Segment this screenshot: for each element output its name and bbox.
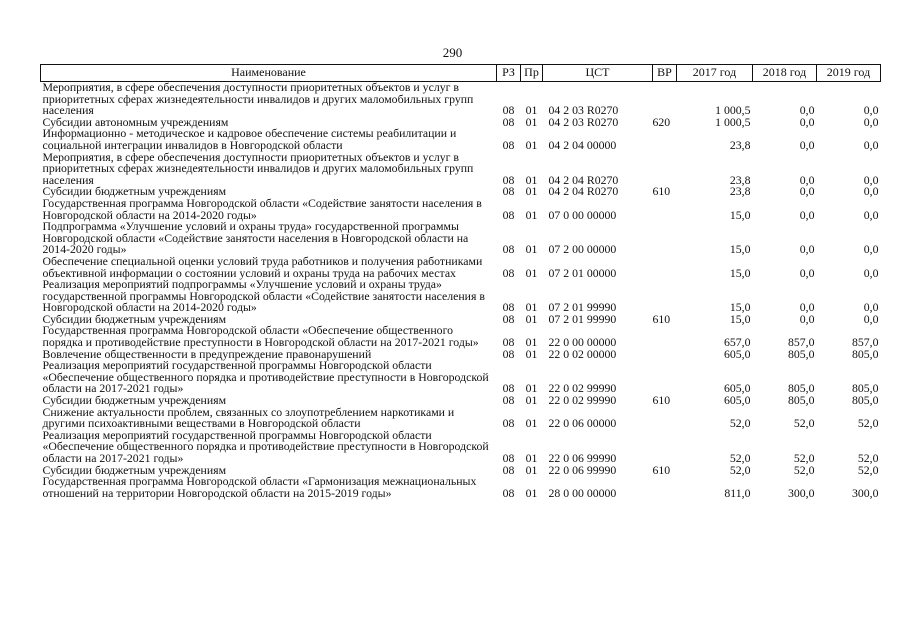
row-2019-value: 0,0	[863, 137, 879, 152]
row-rz-cell: 08	[502, 451, 515, 465]
row-vr-cell	[653, 198, 677, 221]
column-header-rz: РЗ	[497, 65, 521, 82]
row-pr-cell: 01	[525, 300, 538, 315]
row-2018-value: 300,0	[787, 485, 815, 500]
row-2018-value: 805,0	[787, 393, 815, 408]
table-header	[41, 65, 881, 82]
row-pr-cell: 01	[525, 346, 538, 361]
row-rz-cell: 08	[502, 137, 515, 152]
row-vr-cell	[653, 82, 677, 117]
row-2019-value: 0,0	[863, 184, 879, 199]
row-pr-cell: 01	[525, 451, 538, 465]
row-cst-cell: 04 2 04 00000	[548, 137, 617, 152]
row-name-cell: Информационно - методическое и кадровое обеспечение системы реабилитации и социальной интеграции инвалидов в Новгородской области	[42, 126, 457, 152]
row-pr-cell: 01	[525, 242, 538, 257]
row-cst-cell: 22 0 02 99990	[548, 381, 617, 396]
row-2019-value: 0,0	[863, 207, 879, 222]
row-pr-cell: 01	[525, 207, 538, 222]
row-pr-cell: 01	[525, 184, 538, 199]
row-2017-value: 605,0	[723, 393, 751, 408]
table-row	[41, 256, 881, 279]
row-2017-value: 1 000,5	[715, 103, 751, 118]
row-2018-value: 0,0	[799, 172, 815, 187]
column-header-pr: Пр	[521, 65, 543, 82]
row-vr-cell	[653, 221, 677, 256]
row-vr-cell	[653, 360, 677, 395]
row-2017-value: 52,0	[729, 462, 751, 477]
row-2017-value: 811,0	[724, 485, 751, 500]
row-2017-value: 23,8	[729, 172, 751, 187]
row-vr-cell: 610	[652, 311, 671, 326]
row-2019-value: 52,0	[857, 416, 879, 431]
row-cst-cell: 07 2 00 00000	[548, 242, 617, 257]
row-2019-value: 52,0	[857, 462, 879, 477]
row-vr-cell: 610	[652, 184, 671, 199]
row-2019-value: 0,0	[863, 311, 879, 326]
row-2018-value: 0,0	[799, 311, 815, 326]
row-rz-cell: 08	[502, 265, 515, 280]
row-2019-value: 52,0	[857, 451, 879, 465]
row-rz-cell: 08	[502, 103, 515, 118]
row-pr-cell: 01	[525, 114, 538, 129]
row-pr-cell: 01	[525, 265, 538, 280]
row-2019-value: 805,0	[851, 393, 879, 408]
row-2017-value: 605,0	[723, 346, 751, 361]
row-2019-value: 805,0	[851, 381, 879, 396]
row-vr-cell	[653, 325, 677, 348]
row-rz-cell: 08	[502, 172, 515, 187]
table-body	[41, 82, 881, 500]
row-2018-value: 0,0	[799, 242, 815, 257]
row-vr-cell	[653, 256, 677, 279]
row-vr-cell: 620	[652, 114, 671, 129]
row-cst-cell: 04 2 04 R0270	[548, 172, 619, 187]
row-2019-value: 0,0	[863, 172, 879, 187]
row-2017-value: 23,8	[729, 184, 751, 199]
row-name-cell: Мероприятия, в сфере обеспечения доступности приоритетных объектов и услуг в приоритетных сферах жизнедеятельности инвалидов и других маломобильных групп населения	[42, 80, 474, 118]
table-row	[41, 360, 881, 395]
row-name-cell: Реализация мероприятий подпрограммы «Улучшение условий и охраны труда» государственной программы Новгородской области «Содействие занятости населения в Новгородской области на 2014-2020 годы»	[42, 277, 485, 315]
row-2019-value: 0,0	[863, 242, 879, 257]
column-header-2019: 2019 год	[817, 65, 881, 82]
row-name-cell: Государственная программа Новгородской области «Содействие занятости населения в Новгородской области на 2014-2020 годы»	[42, 195, 482, 222]
row-2018-value: 805,0	[787, 346, 815, 361]
row-cst-cell: 22 0 02 99990	[548, 393, 617, 408]
row-2018-value: 52,0	[793, 462, 815, 477]
row-2018-value: 52,0	[793, 451, 815, 465]
row-name-cell: Государственная программа Новгородской области «Гармонизация межнациональных отношений на территории Новгородской области на 2015-2019 годы»	[42, 474, 477, 500]
row-cst-cell: 22 0 02 00000	[548, 346, 617, 361]
row-pr-cell: 01	[525, 393, 538, 408]
row-cst-cell: 22 0 06 99990	[548, 451, 617, 465]
row-cst-cell: 28 0 00 00000	[548, 485, 617, 500]
row-2018-value: 0,0	[799, 300, 815, 315]
row-pr-cell: 01	[525, 137, 538, 152]
row-rz-cell: 08	[502, 184, 515, 199]
row-2018-value: 805,0	[787, 381, 815, 396]
row-2019-value: 300,0	[851, 485, 879, 500]
row-rz-cell: 08	[502, 485, 515, 500]
row-cst-cell: 07 2 01 99990	[548, 300, 617, 315]
row-2018-value: 0,0	[799, 137, 815, 152]
table-row	[41, 476, 881, 499]
row-2017-value: 15,0	[729, 242, 751, 257]
row-2019-value: 0,0	[863, 114, 879, 129]
column-header-name: Наименование	[41, 65, 497, 82]
row-2018-value: 0,0	[799, 265, 815, 280]
column-header-2018: 2018 год	[753, 65, 817, 82]
row-pr-cell: 01	[525, 335, 538, 350]
row-vr-cell	[653, 407, 677, 430]
row-pr-cell: 01	[525, 485, 538, 500]
row-name-cell: Реализация мероприятий государственной программы Новгородской области «Обеспечение общественного порядка и противодействие преступности в Новгородской области на 2017-2021 годы»	[42, 427, 489, 465]
table-row	[41, 82, 881, 117]
table-row	[41, 279, 881, 314]
row-2018-value: 0,0	[799, 207, 815, 222]
row-2017-value: 1 000,5	[715, 114, 751, 129]
row-pr-cell: 01	[525, 172, 538, 187]
table-row	[41, 325, 881, 348]
row-name-cell: Субсидии автономным учреждениям	[42, 114, 229, 129]
row-2018-value: 857,0	[787, 335, 815, 350]
row-2017-value: 605,0	[723, 381, 751, 396]
row-name-cell: Обеспечение специальной оценки условий труда работников и получения работниками объективной информации о состоянии условий и охраны труда на рабочих местах	[42, 253, 483, 280]
row-rz-cell: 08	[502, 462, 515, 477]
row-vr-cell	[653, 279, 677, 314]
row-cst-cell: 22 0 06 99990	[548, 462, 617, 477]
row-pr-cell: 01	[525, 416, 538, 431]
row-2017-value: 15,0	[729, 207, 751, 222]
row-2019-value: 0,0	[863, 265, 879, 280]
table-row	[41, 152, 881, 187]
budget-table	[40, 64, 881, 499]
row-cst-cell: 07 0 00 00000	[548, 207, 617, 222]
row-rz-cell: 08	[502, 335, 515, 350]
row-vr-cell	[653, 430, 677, 465]
row-rz-cell: 08	[502, 393, 515, 408]
row-rz-cell: 08	[502, 114, 515, 129]
page-number: 290	[442, 45, 463, 60]
table-row	[41, 407, 881, 430]
row-2017-value: 15,0	[729, 300, 751, 315]
row-2017-value: 52,0	[729, 416, 751, 431]
row-2019-value: 0,0	[863, 300, 879, 315]
row-rz-cell: 08	[502, 242, 515, 257]
row-name-cell: Снижение актуальности проблем, связанных со злоупотреблением наркотиками и другими психоактивными веществами в Новгородской области	[42, 404, 455, 431]
row-cst-cell: 07 2 01 00000	[548, 265, 617, 280]
column-header-cst: ЦСТ	[543, 65, 653, 82]
row-pr-cell: 01	[525, 103, 538, 118]
row-rz-cell: 08	[502, 381, 515, 396]
row-name-cell: Вовлечение общественности в предупреждение правонарушений	[42, 346, 372, 361]
row-2017-value: 657,0	[723, 335, 751, 350]
row-2017-value: 52,0	[729, 451, 751, 465]
row-vr-cell	[653, 128, 677, 151]
table-row	[41, 430, 881, 465]
row-cst-cell: 07 2 01 99990	[548, 311, 617, 326]
row-2019-value: 805,0	[851, 346, 879, 361]
row-2019-value: 857,0	[851, 335, 879, 350]
column-header-2017: 2017 год	[677, 65, 753, 82]
row-vr-cell: 610	[652, 462, 671, 477]
row-name-cell: Реализация мероприятий государственной программы Новгородской области «Обеспечение общественного порядка и противодействие преступности в Новгородской области на 2017-2021 годы»	[42, 358, 489, 396]
row-cst-cell: 04 2 03 R0270	[548, 114, 619, 129]
row-rz-cell: 08	[502, 416, 515, 431]
row-cst-cell: 22 0 06 00000	[548, 416, 617, 431]
row-cst-cell: 04 2 03 R0270	[548, 103, 619, 118]
row-2018-value: 0,0	[799, 184, 815, 199]
row-pr-cell: 01	[525, 381, 538, 396]
row-2019-value: 0,0	[863, 103, 879, 118]
row-2017-value: 15,0	[729, 265, 751, 280]
row-name-cell: Государственная программа Новгородской области «Обеспечение общественного порядка и противодействие преступности в Новгородской области на 2017-2021 годы»	[42, 323, 479, 350]
row-cst-cell: 04 2 04 R0270	[548, 184, 619, 199]
row-2018-value: 0,0	[799, 103, 815, 118]
row-vr-cell	[653, 476, 677, 499]
row-name-cell: Субсидии бюджетным учреждениям	[42, 462, 227, 477]
row-cst-cell: 22 0 00 00000	[548, 335, 617, 350]
row-vr-cell	[653, 349, 677, 361]
row-rz-cell: 08	[502, 346, 515, 361]
column-header-vr: ВР	[653, 65, 677, 82]
row-rz-cell: 08	[502, 300, 515, 315]
table-row	[41, 128, 881, 151]
row-rz-cell: 08	[502, 311, 515, 326]
row-2018-value: 0,0	[799, 114, 815, 129]
row-2018-value: 52,0	[793, 416, 815, 431]
row-name-cell: Мероприятия, в сфере обеспечения доступности приоритетных объектов и услуг в приоритетных сферах жизнедеятельности инвалидов и других маломобильных групп населения	[42, 149, 474, 187]
row-vr-cell: 610	[652, 393, 671, 408]
row-name-cell: Подпрограмма «Улучшение условий и охраны труда» государственной программы Новгородской области «Содействие занятости населения в Новгородской области на 2014-2020 годы»	[42, 219, 469, 257]
row-name-cell: Субсидии бюджетным учреждениям	[42, 393, 227, 408]
row-name-cell: Субсидии бюджетным учреждениям	[42, 184, 227, 199]
row-pr-cell: 01	[525, 462, 538, 477]
row-2017-value: 23,8	[729, 137, 751, 152]
row-rz-cell: 08	[502, 207, 515, 222]
table-row	[41, 198, 881, 221]
row-name-cell: Субсидии бюджетным учреждениям	[42, 311, 227, 326]
table-row	[41, 221, 881, 256]
row-pr-cell: 01	[525, 311, 538, 326]
row-vr-cell	[653, 152, 677, 187]
row-2017-value: 15,0	[729, 311, 751, 326]
